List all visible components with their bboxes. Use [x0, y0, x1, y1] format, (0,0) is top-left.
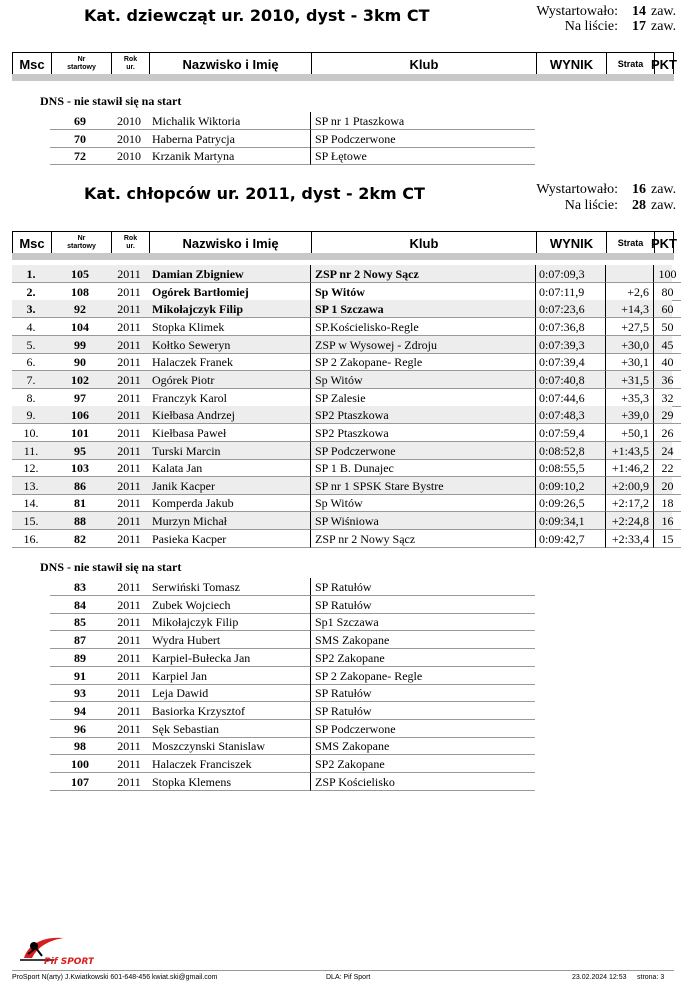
club-name: Sp Witów — [310, 283, 535, 301]
birth-year: 2011 — [110, 578, 148, 596]
header-rok: Rok ur. — [111, 53, 149, 75]
club-name: SP nr 1 SPSK Stare Bystre — [310, 477, 535, 495]
place: 12. — [12, 459, 50, 477]
table-row — [12, 424, 672, 442]
club-name: SP Ratułów — [310, 684, 535, 702]
place: 7. — [12, 371, 50, 389]
start-number: 93 — [50, 684, 110, 702]
athlete-name: Pasieka Kacper — [148, 530, 310, 548]
start-number: 69 — [50, 112, 110, 130]
place: 6. — [12, 353, 50, 371]
birth-year: 2011 — [110, 353, 148, 371]
birth-year: 2011 — [110, 494, 148, 512]
table-row — [12, 442, 672, 460]
place: 14. — [12, 494, 50, 512]
list-item — [12, 631, 672, 649]
birth-year: 2011 — [110, 477, 148, 495]
club-name: SP Wiśniowa — [310, 512, 535, 530]
boys-listed-value: 28 — [632, 198, 646, 213]
start-number: 105 — [50, 265, 110, 283]
club-name: SP2 Zakopane — [310, 755, 535, 773]
header-gap: Strata — [606, 232, 654, 254]
birth-year: 2011 — [110, 300, 148, 318]
athlete-name: Karpiel Jan — [148, 667, 310, 685]
start-number: 104 — [50, 318, 110, 336]
points: 24 — [653, 442, 681, 460]
result-time: 0:07:39,3 — [535, 336, 605, 354]
athlete-name: Moszczynski Stanislaw — [148, 737, 310, 755]
time-gap: +30,0 — [605, 336, 653, 354]
birth-year: 2011 — [110, 406, 148, 424]
birth-year: 2011 — [110, 371, 148, 389]
place: 13. — [12, 477, 50, 495]
list-item — [12, 737, 672, 755]
club-name: SP 1 B. Dunajec — [310, 459, 535, 477]
place: 2. — [12, 283, 50, 301]
girls-listed-label: Na liście: — [564, 19, 618, 34]
birth-year: 2011 — [110, 755, 148, 773]
result-time: 0:08:52,8 — [535, 442, 605, 460]
points: 22 — [653, 459, 681, 477]
result-time: 0:09:42,7 — [535, 530, 605, 548]
birth-year: 2011 — [110, 336, 148, 354]
header-nr: Nr startowy — [51, 232, 111, 254]
start-number: 106 — [50, 406, 110, 424]
start-number: 83 — [50, 578, 110, 596]
list-item — [12, 755, 672, 773]
girls-dns-label: DNS - nie stawił się na start — [40, 94, 182, 108]
birth-year: 2011 — [110, 283, 148, 301]
header-name: Nazwisko i Imię — [149, 232, 311, 254]
place: 5. — [12, 336, 50, 354]
place: 9. — [12, 406, 50, 424]
birth-year: 2011 — [110, 613, 148, 631]
footer-divider — [12, 970, 674, 971]
table-row — [12, 283, 672, 301]
club-name: SP2 Ptaszkowa — [310, 406, 535, 424]
table-header — [12, 231, 677, 255]
table-row — [12, 371, 672, 389]
table-row — [12, 530, 672, 548]
club-name: SP Ratułów — [310, 702, 535, 720]
logo-icon — [14, 930, 94, 968]
footer-date: 23.02.2024 12:53 — [572, 974, 627, 981]
athlete-name: Zubek Wojciech — [148, 596, 310, 614]
club-name: Sp1 Szczawa — [310, 613, 535, 631]
girls-title: Kat. dziewcząt ur. 2010, dyst - 3km CT — [84, 6, 430, 25]
start-number: 97 — [50, 389, 110, 407]
time-gap: +1:43,5 — [605, 442, 653, 460]
points: 15 — [653, 530, 681, 548]
birth-year: 2011 — [110, 424, 148, 442]
club-name: SP Ratułów — [310, 596, 535, 614]
boys-listed-label: Na liście: — [564, 198, 618, 213]
list-item — [12, 684, 672, 702]
header-club: Klub — [311, 53, 536, 75]
footer-contact: ProSport N(arty) J.Kwiatkowski 601-648-456 kwiat.ski@gmail.com — [12, 974, 218, 981]
footer-page: strona: 3 — [637, 974, 665, 981]
points: 100 — [653, 265, 681, 283]
table-row — [12, 389, 672, 407]
table-row — [12, 336, 672, 354]
club-name: ZSP Kościelisko — [310, 773, 535, 791]
header-pkt: PKT — [654, 53, 673, 75]
club-name: SP Ratułów — [310, 578, 535, 596]
logo-text: Pif SPORT — [44, 957, 94, 967]
result-time: 0:07:40,8 — [535, 371, 605, 389]
start-number: 82 — [50, 530, 110, 548]
header-nr: Nr startowy — [51, 53, 111, 75]
birth-year: 2011 — [110, 684, 148, 702]
result-time: 0:07:39,4 — [535, 353, 605, 371]
table-row — [12, 494, 672, 512]
club-name: ZSP w Wysowej - Zdroju — [310, 336, 535, 354]
result-time: 0:07:48,3 — [535, 406, 605, 424]
time-gap: +2:17,2 — [605, 494, 653, 512]
athlete-name: Kalata Jan — [148, 459, 310, 477]
start-number: 89 — [50, 649, 110, 667]
birth-year: 2011 — [110, 530, 148, 548]
list-item — [12, 649, 672, 667]
result-time: 0:09:26,5 — [535, 494, 605, 512]
points: 29 — [653, 406, 681, 424]
athlete-name: Haberna Patrycja — [148, 130, 310, 148]
result-time: 0:07:11,9 — [535, 283, 605, 301]
athlete-name: Krzanik Martyna — [148, 147, 310, 165]
athlete-name: Murzyn Michał — [148, 512, 310, 530]
girls-listed-value: 17 — [632, 19, 646, 34]
table-row — [12, 406, 672, 424]
athlete-name: Basiorka Krzysztof — [148, 702, 310, 720]
athlete-name: Stopka Klimek — [148, 318, 310, 336]
result-time: 0:07:09,3 — [535, 265, 605, 283]
list-item — [12, 720, 672, 738]
list-item — [12, 773, 672, 791]
birth-year: 2011 — [110, 649, 148, 667]
result-time: 0:08:55,5 — [535, 459, 605, 477]
start-number: 107 — [50, 773, 110, 791]
club-name: SP Podczerwone — [310, 130, 535, 148]
result-time: 0:09:10,2 — [535, 477, 605, 495]
club-name: SMS Zakopane — [310, 737, 535, 755]
athlete-name: Serwiński Tomasz — [148, 578, 310, 596]
club-name: SP Łętowe — [310, 147, 535, 165]
pif-sport-logo — [14, 930, 94, 968]
table-row — [12, 512, 672, 530]
header-result: WYNIK — [536, 232, 606, 254]
club-name: SP 1 Szczawa — [310, 300, 535, 318]
birth-year: 2011 — [110, 702, 148, 720]
birth-year: 2010 — [110, 112, 148, 130]
time-gap: +2:24,8 — [605, 512, 653, 530]
start-number: 103 — [50, 459, 110, 477]
start-number: 98 — [50, 737, 110, 755]
club-name: SP2 Ptaszkowa — [310, 424, 535, 442]
club-name: SP nr 1 Ptaszkowa — [310, 112, 535, 130]
start-number: 86 — [50, 477, 110, 495]
athlete-name: Komperda Jakub — [148, 494, 310, 512]
girls-started-value: 14 — [632, 4, 646, 19]
points: 60 — [653, 300, 681, 318]
birth-year: 2011 — [110, 318, 148, 336]
time-gap: +2:00,9 — [605, 477, 653, 495]
list-item — [12, 112, 672, 130]
club-name: SMS Zakopane — [310, 631, 535, 649]
list-item — [12, 130, 672, 148]
place: 1. — [12, 265, 50, 283]
header-name: Nazwisko i Imię — [149, 53, 311, 75]
result-time: 0:07:36,8 — [535, 318, 605, 336]
birth-year: 2011 — [110, 631, 148, 649]
list-item — [12, 596, 672, 614]
table-row — [12, 353, 672, 371]
club-name: ZSP nr 2 Nowy Sącz — [310, 530, 535, 548]
points: 45 — [653, 336, 681, 354]
time-gap: +30,1 — [605, 353, 653, 371]
club-name: SP Zalesie — [310, 389, 535, 407]
list-item — [12, 578, 672, 596]
athlete-name: Damian Zbigniew — [148, 265, 310, 283]
table-row — [12, 477, 672, 495]
athlete-name: Sęk Sebastian — [148, 720, 310, 738]
result-time: 0:07:59,4 — [535, 424, 605, 442]
place: 3. — [12, 300, 50, 318]
boys-started-label: Wystartowało: — [536, 182, 618, 197]
birth-year: 2011 — [110, 459, 148, 477]
athlete-name: Ogórek Piotr — [148, 371, 310, 389]
athlete-name: Leja Dawid — [148, 684, 310, 702]
time-gap: +31,5 — [605, 371, 653, 389]
athlete-name: Franczyk Karol — [148, 389, 310, 407]
girls-started-label: Wystartowało: — [536, 4, 618, 19]
time-gap: +50,1 — [605, 424, 653, 442]
header-result: WYNIK — [536, 53, 606, 75]
place: 11. — [12, 442, 50, 460]
list-item — [12, 613, 672, 631]
time-gap — [605, 265, 653, 283]
birth-year: 2011 — [110, 596, 148, 614]
birth-year: 2011 — [110, 442, 148, 460]
birth-year: 2011 — [110, 512, 148, 530]
birth-year: 2011 — [110, 720, 148, 738]
club-name: Sp Witów — [310, 371, 535, 389]
header-gap: Strata — [606, 53, 654, 75]
start-number: 70 — [50, 130, 110, 148]
boys-started-value: 16 — [632, 182, 646, 197]
start-number: 99 — [50, 336, 110, 354]
athlete-name: Stopka Klemens — [148, 773, 310, 791]
athlete-name: Halaczek Franciszek — [148, 755, 310, 773]
points: 36 — [653, 371, 681, 389]
club-name: SP 2 Zakopane- Regle — [310, 353, 535, 371]
points: 80 — [653, 283, 681, 301]
start-number: 87 — [50, 631, 110, 649]
header-msc: Msc — [19, 56, 45, 72]
header-club: Klub — [311, 232, 536, 254]
birth-year: 2011 — [110, 667, 148, 685]
result-time: 0:09:34,1 — [535, 512, 605, 530]
club-name: SP2 Zakopane — [310, 649, 535, 667]
points: 50 — [653, 318, 681, 336]
start-number: 102 — [50, 371, 110, 389]
points: 18 — [653, 494, 681, 512]
points: 40 — [653, 353, 681, 371]
athlete-name: Karpiel-Bułecka Jan — [148, 649, 310, 667]
club-name: ZSP nr 2 Nowy Sącz — [310, 265, 535, 283]
time-gap: +2,6 — [605, 283, 653, 301]
place: 16. — [12, 530, 50, 548]
table-header — [12, 52, 677, 76]
club-name: SP Podczerwone — [310, 442, 535, 460]
start-number: 101 — [50, 424, 110, 442]
time-gap: +14,3 — [605, 300, 653, 318]
athlete-name: Turski Marcin — [148, 442, 310, 460]
club-name: SP.Kościelisko-Regle — [310, 318, 535, 336]
place: 15. — [12, 512, 50, 530]
boys-title: Kat. chłopców ur. 2011, dyst - 2km CT — [84, 184, 425, 203]
place: 4. — [12, 318, 50, 336]
time-gap: +27,5 — [605, 318, 653, 336]
table-row — [12, 265, 677, 283]
points: 32 — [653, 389, 681, 407]
points: 20 — [653, 477, 681, 495]
place: 10. — [12, 424, 50, 442]
athlete-name: Wydra Hubert — [148, 631, 310, 649]
table-row — [12, 300, 672, 318]
athlete-name: Kiełbasa Paweł — [148, 424, 310, 442]
time-gap: +2:33,4 — [605, 530, 653, 548]
birth-year: 2010 — [110, 147, 148, 165]
time-gap: +35,3 — [605, 389, 653, 407]
place: 8. — [12, 389, 50, 407]
birth-year: 2010 — [110, 130, 148, 148]
club-name: Sp Witów — [310, 494, 535, 512]
boys-started-unit: zaw. — [651, 182, 677, 197]
table-row — [12, 459, 672, 477]
birth-year: 2011 — [110, 737, 148, 755]
club-name: SP 2 Zakopane- Regle — [310, 667, 535, 685]
athlete-name: Michalik Wiktoria — [148, 112, 310, 130]
athlete-name: Ogórek Bartłomiej — [148, 283, 310, 301]
time-gap: +1:46,2 — [605, 459, 653, 477]
club-name: SP Podczerwone — [310, 720, 535, 738]
athlete-name: Janik Kacper — [148, 477, 310, 495]
boys-listed-unit: zaw. — [651, 198, 677, 213]
header-msc: Msc — [19, 235, 45, 251]
result-time: 0:07:44,6 — [535, 389, 605, 407]
girls-listed-unit: zaw. — [651, 19, 677, 34]
start-number: 72 — [50, 147, 110, 165]
start-number: 84 — [50, 596, 110, 614]
table-row — [12, 318, 672, 336]
header-pkt: PKT — [654, 232, 673, 254]
start-number: 96 — [50, 720, 110, 738]
header-band — [12, 74, 674, 81]
points: 16 — [653, 512, 681, 530]
list-item — [12, 667, 672, 685]
start-number: 90 — [50, 353, 110, 371]
athlete-name: Halaczek Franek — [148, 353, 310, 371]
athlete-name: Kołtko Seweryn — [148, 336, 310, 354]
girls-started-unit: zaw. — [651, 4, 677, 19]
start-number: 85 — [50, 613, 110, 631]
start-number: 95 — [50, 442, 110, 460]
list-item — [12, 147, 672, 165]
start-number: 100 — [50, 755, 110, 773]
athlete-name: Mikołajczyk Filip — [148, 300, 310, 318]
start-number: 81 — [50, 494, 110, 512]
start-number: 91 — [50, 667, 110, 685]
header-band — [12, 253, 674, 260]
start-number: 94 — [50, 702, 110, 720]
birth-year: 2011 — [110, 265, 148, 283]
start-number: 108 — [50, 283, 110, 301]
start-number: 88 — [50, 512, 110, 530]
points: 26 — [653, 424, 681, 442]
header-rok: Rok ur. — [111, 232, 149, 254]
result-time: 0:07:23,6 — [535, 300, 605, 318]
birth-year: 2011 — [110, 389, 148, 407]
birth-year: 2011 — [110, 773, 148, 791]
footer-client: DLA: Pif Sport — [326, 974, 371, 981]
athlete-name: Mikołajczyk Filip — [148, 613, 310, 631]
start-number: 92 — [50, 300, 110, 318]
boys-dns-label: DNS - nie stawił się na start — [40, 560, 182, 574]
list-item — [12, 702, 672, 720]
athlete-name: Kiełbasa Andrzej — [148, 406, 310, 424]
time-gap: +39,0 — [605, 406, 653, 424]
